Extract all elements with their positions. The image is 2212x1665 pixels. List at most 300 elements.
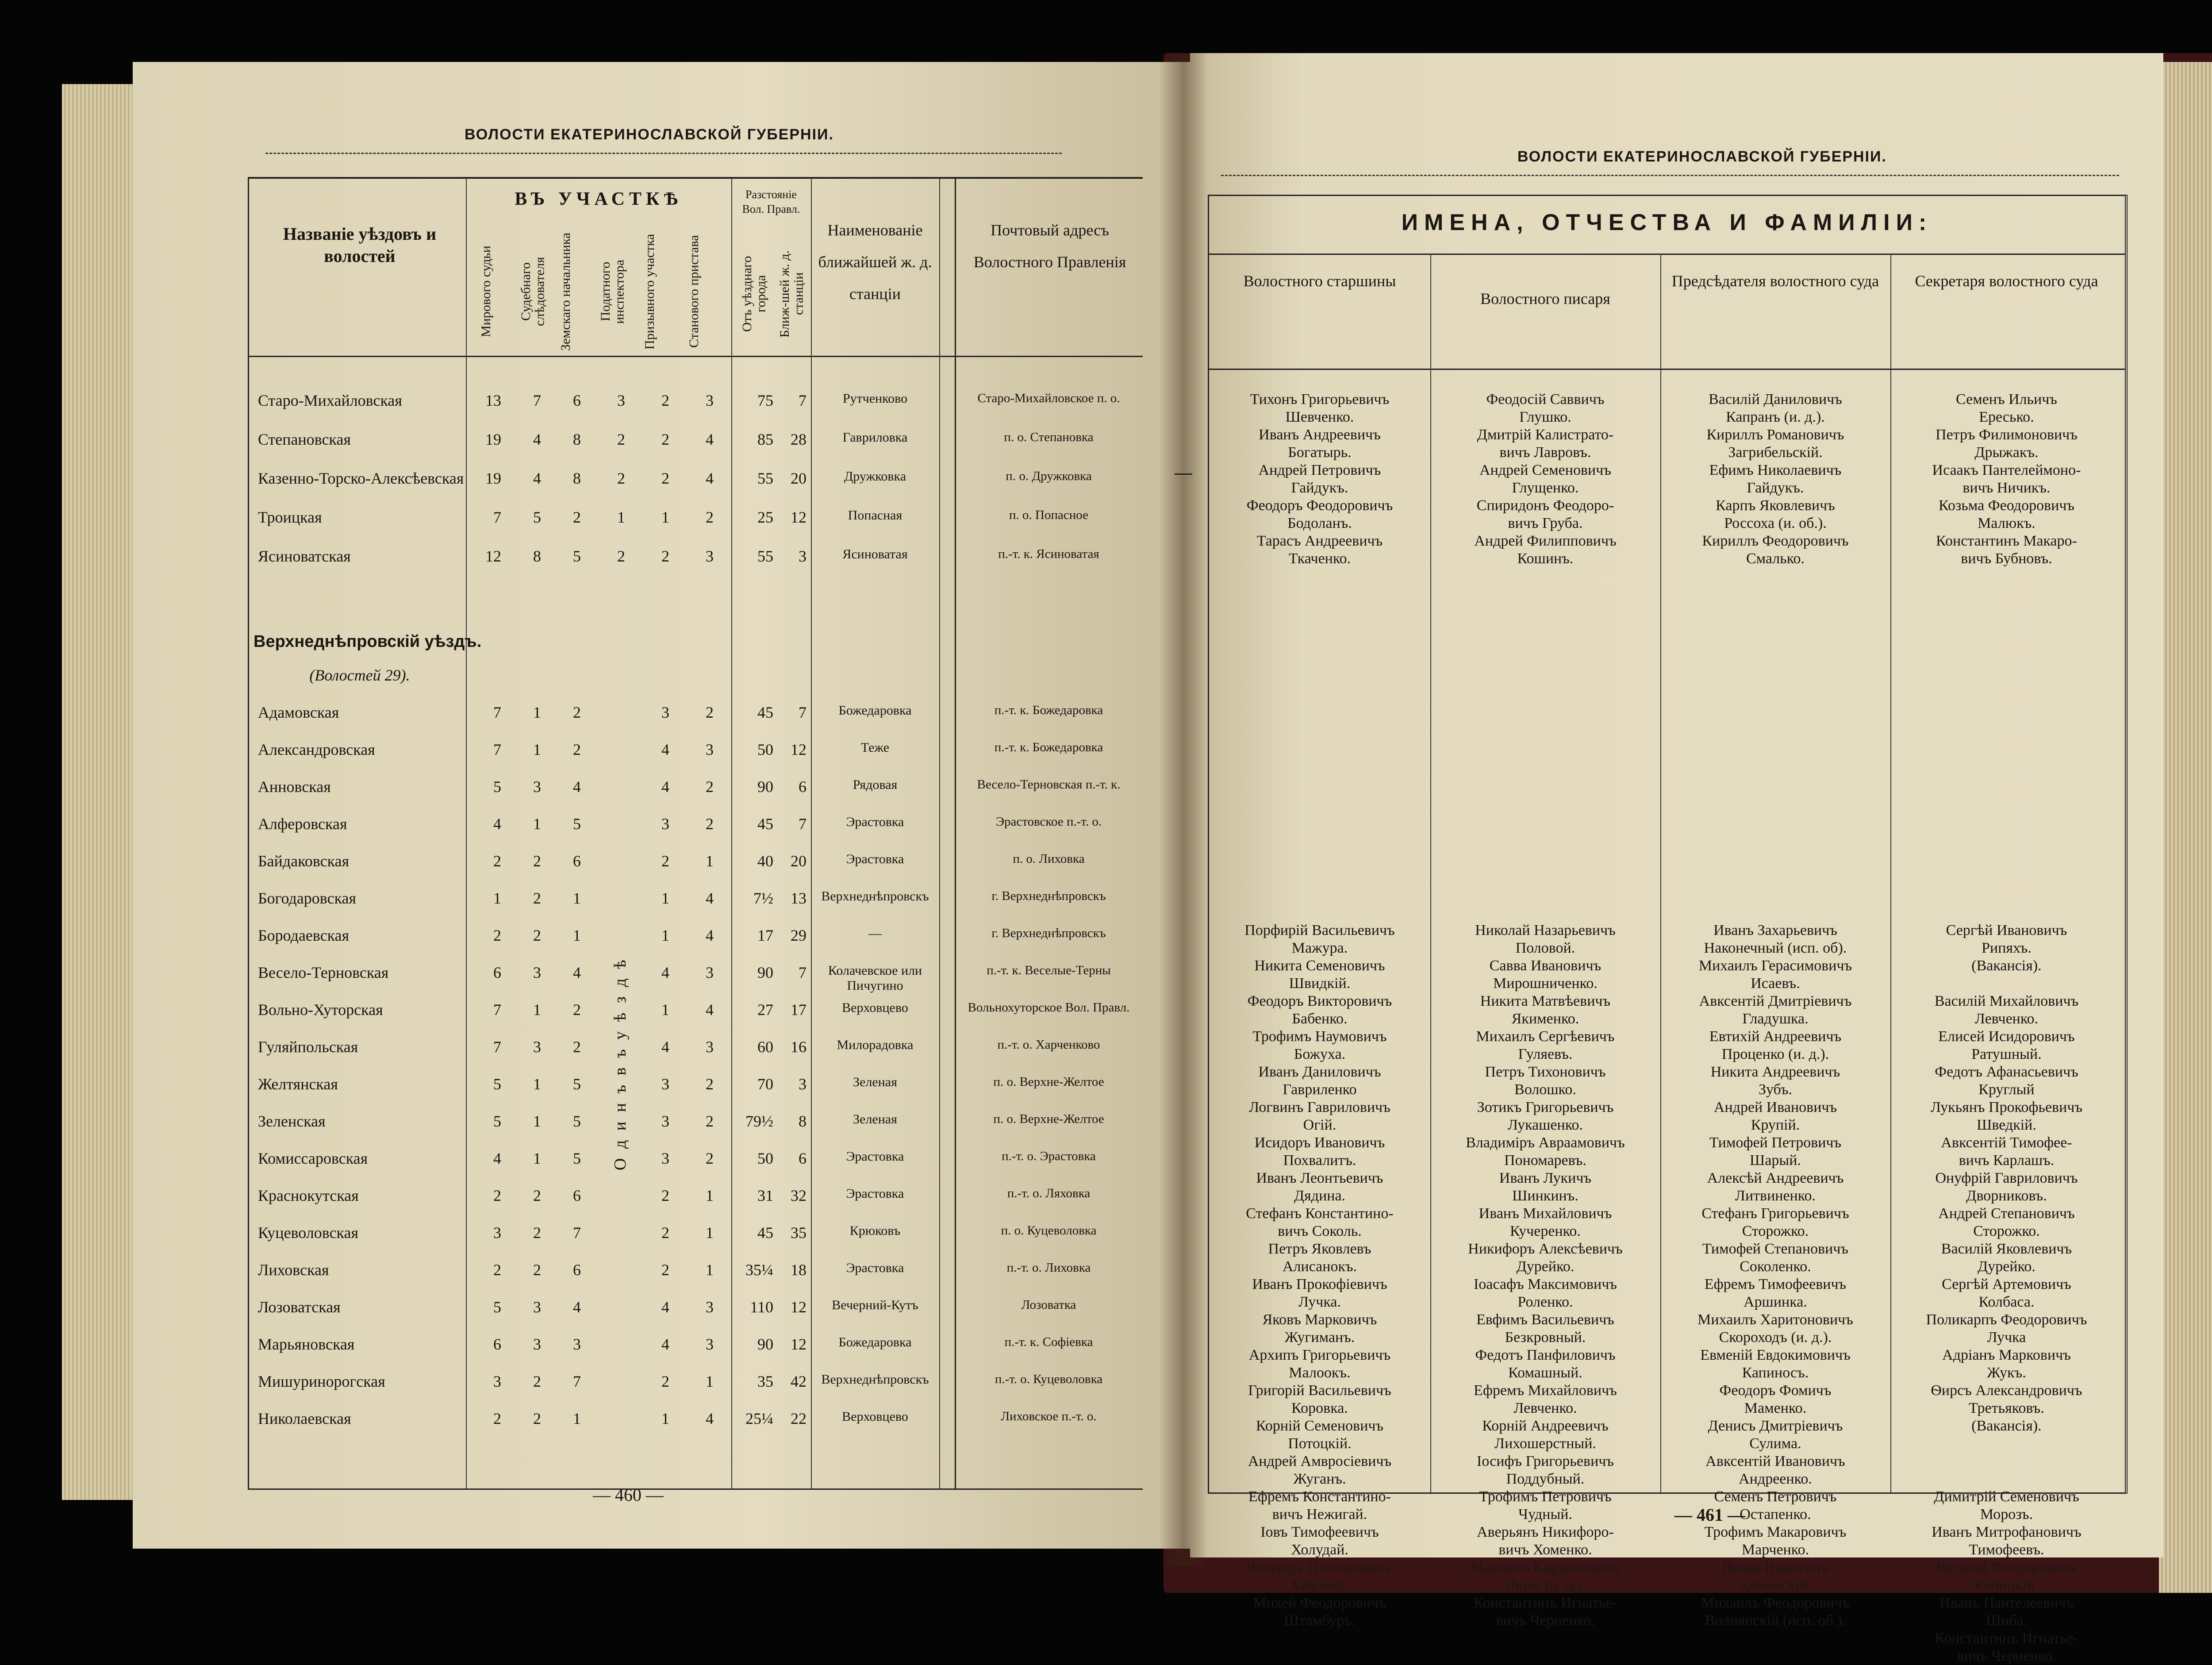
cell-d2: 6 bbox=[799, 778, 806, 796]
name-line: Волошко. bbox=[1514, 1081, 1576, 1098]
cell-c2: 2 bbox=[533, 889, 541, 907]
name-line: Денисъ Дмитріевичъ bbox=[1708, 1418, 1843, 1434]
cell-postal: Лиховское п.-т. о. bbox=[1001, 1409, 1097, 1423]
name-line: Огій. bbox=[1303, 1117, 1336, 1133]
cell-postal: п.-т. к. Софіевка bbox=[1004, 1335, 1093, 1349]
cell-c6: 3 bbox=[706, 1298, 714, 1316]
name-line: Поликарпъ Феодоровичъ bbox=[1926, 1311, 2087, 1328]
name-line: Михаилъ Харитоновичъ bbox=[1697, 1311, 1853, 1328]
names-title: ИМЕНА, ОТЧЕСТВА И ФАМИЛІИ: bbox=[1401, 210, 1933, 235]
name-line: вичъ Черненко. bbox=[1957, 1648, 2056, 1664]
cell-d2: 6 bbox=[799, 1150, 806, 1167]
page-edges-left bbox=[62, 84, 137, 1500]
cell-c1: 5 bbox=[493, 1298, 501, 1316]
name-line: вичъ Карлашъ. bbox=[1959, 1152, 2055, 1169]
name-line: Ефремъ Михайловичъ bbox=[1474, 1382, 1617, 1399]
cell-name: Марьяновская bbox=[258, 1335, 355, 1353]
name-line: Тарасъ Андреевичъ bbox=[1256, 533, 1383, 549]
cell-d1: 55 bbox=[757, 547, 773, 565]
col-header: Волостного писаря bbox=[1480, 290, 1610, 308]
name-line: Кириллъ Романовичъ bbox=[1706, 427, 1844, 443]
cell-c5: 3 bbox=[661, 815, 669, 833]
name-line: Никита Семеновичъ bbox=[1254, 957, 1385, 974]
name-line: Алексѣй Андреевичъ bbox=[1707, 1170, 1844, 1186]
cell-c2: 2 bbox=[533, 1261, 541, 1279]
header-postal: Почтовый адресъ Волостного Правленія bbox=[973, 221, 1126, 271]
table-row bbox=[249, 1107, 1143, 1138]
name-line: Стефанъ Константино- bbox=[1246, 1205, 1394, 1222]
cell-postal: п.-т. о. Эрастовка bbox=[1002, 1149, 1096, 1163]
name-line: Ѳирсъ Александровичъ bbox=[1931, 1382, 2082, 1399]
name-line: Дурейко. bbox=[1516, 1258, 1575, 1275]
name-line: Гуляевъ. bbox=[1518, 1046, 1573, 1062]
cell-d2: 42 bbox=[791, 1373, 806, 1390]
header-sudebny: Судебнаго слѣдователя bbox=[518, 257, 547, 327]
cell-postal: п.-т. о. Лиховка bbox=[1006, 1261, 1091, 1275]
name-line: Трофимъ Петровичъ bbox=[1479, 1488, 1612, 1505]
cell-d2: 12 bbox=[791, 1298, 806, 1316]
name-line: Ратушный. bbox=[1971, 1046, 2042, 1062]
table-row bbox=[249, 996, 1143, 1027]
cell-name: Краснокутская bbox=[258, 1187, 359, 1204]
name-line: Константинъ Игнатье- bbox=[1473, 1595, 1617, 1611]
name-line: Холудай. bbox=[1291, 1542, 1348, 1558]
header-uchastok: ВЪ УЧАСТКѢ bbox=[515, 189, 683, 209]
name-line: Сторожко. bbox=[1973, 1223, 2040, 1239]
cell-c6: 4 bbox=[706, 889, 714, 907]
cell-c3: 2 bbox=[573, 704, 581, 721]
cell-d1: 45 bbox=[757, 815, 773, 833]
name-line: Андрей Амвросіевичъ bbox=[1248, 1453, 1392, 1469]
cell-c3: 7 bbox=[573, 1224, 581, 1242]
cell-d1: 27 bbox=[757, 1001, 773, 1019]
cell-name: Ясиноватская bbox=[258, 547, 351, 565]
name-line: Исидоръ Ивановичъ bbox=[1254, 1134, 1385, 1151]
cell-c5: 1 bbox=[661, 1410, 669, 1427]
cell-name: Лиховская bbox=[258, 1261, 329, 1279]
name-line: Сторожко. bbox=[1742, 1223, 1809, 1239]
name-line: Лучка bbox=[1987, 1329, 2026, 1346]
table-row bbox=[249, 959, 1143, 993]
cell-d2: 16 bbox=[791, 1038, 806, 1056]
name-line: Россоха (и. об.). bbox=[1724, 515, 1827, 531]
name-line: Зотикъ Григорьевичъ bbox=[1477, 1099, 1614, 1115]
book-gutter bbox=[1159, 53, 1208, 1566]
name-line: Семенъ Петровичъ bbox=[1714, 1488, 1837, 1505]
cell-d1: 60 bbox=[757, 1038, 773, 1056]
cell-c6: 2 bbox=[706, 778, 714, 796]
name-line: Капиносъ. bbox=[1742, 1365, 1809, 1381]
col-pisar bbox=[1430, 258, 1660, 1629]
cell-c2: 1 bbox=[533, 815, 541, 833]
table-row bbox=[249, 847, 1143, 878]
name-line: Поддубный. bbox=[1506, 1471, 1585, 1487]
name-line: (Вакансія). bbox=[1971, 1418, 2042, 1434]
cell-c2: 1 bbox=[533, 704, 541, 721]
cell-c3: 5 bbox=[573, 1150, 581, 1167]
table-row bbox=[249, 1330, 1143, 1361]
cell-c2: 2 bbox=[533, 1224, 541, 1242]
cell-name: Вольно-Хуторская bbox=[258, 1001, 383, 1019]
cell-d2: 22 bbox=[791, 1410, 806, 1427]
cell-d1: 90 bbox=[757, 964, 773, 981]
cell-name: Комиссаровская bbox=[258, 1150, 368, 1167]
cell-station: Попасная bbox=[848, 508, 902, 523]
cell-c6: 3 bbox=[706, 964, 714, 981]
cell-c2: 3 bbox=[533, 1335, 541, 1353]
cell-d2: 7 bbox=[799, 815, 806, 833]
header-distance: Разстояніе Вол. Правл. bbox=[742, 188, 800, 215]
name-line: Тимофей Степановичъ bbox=[1702, 1241, 1849, 1257]
cell-c6: 4 bbox=[706, 1410, 714, 1427]
name-line: Проценко (и. д.). bbox=[1721, 1046, 1829, 1062]
name-line: Василій Михайловичъ bbox=[1934, 993, 2079, 1009]
name-line: Зубъ. bbox=[1758, 1081, 1793, 1098]
name-line: Наконечный (исп. об). bbox=[1704, 940, 1847, 956]
cell-c3: 4 bbox=[573, 778, 581, 796]
cell-c3: 1 bbox=[573, 1410, 581, 1427]
name-line: Іоасафъ Максимовичъ bbox=[1474, 1276, 1617, 1292]
name-line: Иванъ Андреевичъ bbox=[1259, 427, 1381, 443]
cell-c3: 8 bbox=[573, 469, 581, 487]
cell-c1: 7 bbox=[493, 704, 501, 721]
name-line: Колбаса. bbox=[1978, 1294, 2035, 1310]
cell-c3: 2 bbox=[573, 741, 581, 758]
cell-c3: 6 bbox=[573, 1261, 581, 1279]
name-line: Яковъ Никитичъ bbox=[1722, 1559, 1829, 1576]
name-line: Николай Назарьевичъ bbox=[1475, 922, 1616, 938]
cell-name: Старо-Михайловская bbox=[258, 392, 402, 409]
name-line: вичъ Соколь. bbox=[1278, 1223, 1362, 1239]
cell-c3: 1 bbox=[573, 927, 581, 944]
cell-c1: 2 bbox=[493, 927, 501, 944]
cell-d1: 85 bbox=[757, 431, 773, 448]
name-line: Дрыжакъ. bbox=[1974, 444, 2039, 461]
name-line: Волнянскій (исп. об.). bbox=[1705, 1612, 1846, 1629]
cell-c2: 3 bbox=[533, 1298, 541, 1316]
cell-c1: 7 bbox=[493, 1001, 501, 1019]
cell-c5: 3 bbox=[661, 1150, 669, 1167]
cell-c5: 4 bbox=[661, 1335, 669, 1353]
name-line: вичъ Черненко. bbox=[1496, 1612, 1595, 1629]
cell-c3: 4 bbox=[573, 1298, 581, 1316]
cell-name: Байдаковская bbox=[258, 852, 349, 870]
cell-c3: 5 bbox=[573, 547, 581, 565]
cell-c5: 2 bbox=[661, 392, 669, 409]
cell-postal: п. о. Попасное bbox=[1009, 508, 1088, 522]
cell-d2: 20 bbox=[791, 469, 806, 487]
name-line: Остапенко. bbox=[1740, 1506, 1811, 1523]
cell-station: Вечерний-Кутъ bbox=[832, 1298, 918, 1312]
cell-d1: 50 bbox=[757, 741, 773, 758]
name-line: Андрей Петровичъ bbox=[1258, 462, 1381, 478]
cell-d2: 8 bbox=[799, 1112, 806, 1130]
cell-c5: 2 bbox=[661, 431, 669, 448]
cell-d1: 45 bbox=[757, 704, 773, 721]
cell-c5: 4 bbox=[661, 741, 669, 758]
name-line: Трофимъ Наумовичъ bbox=[1252, 1028, 1387, 1045]
cell-c6: 3 bbox=[706, 741, 714, 758]
cell-name: Весело-Терновская bbox=[258, 964, 389, 981]
name-line: вичъ Ничикъ. bbox=[1962, 480, 2051, 496]
cell-station: Зеленая bbox=[853, 1075, 897, 1089]
cell-d1: 17 bbox=[757, 927, 773, 944]
name-line: Иванъ Прокофіевичъ bbox=[1252, 1276, 1387, 1292]
cell-d1: 25 bbox=[757, 508, 773, 526]
name-line: Андрей Степановичъ bbox=[1938, 1205, 2075, 1222]
name-line: Иванъ Пантелеевичъ bbox=[1939, 1595, 2074, 1611]
cell-station: Зеленая bbox=[853, 1112, 897, 1127]
cell-c5: 1 bbox=[661, 508, 669, 526]
name-line: Андреенко. bbox=[1739, 1471, 1812, 1487]
cell-station: Дружковка bbox=[844, 469, 906, 484]
name-line: Малоокъ. bbox=[1289, 1365, 1351, 1381]
name-line: Капранъ (и. д.). bbox=[1726, 409, 1825, 425]
cell-c4: 2 bbox=[617, 431, 625, 448]
cell-c3: 3 bbox=[573, 1335, 581, 1353]
name-line: Рипяхъ. bbox=[1982, 940, 2032, 956]
cell-c2: 2 bbox=[533, 927, 541, 944]
cell-c6: 2 bbox=[706, 1112, 714, 1130]
cell-d2: 18 bbox=[791, 1261, 806, 1279]
cell-station: Крюковъ bbox=[849, 1223, 901, 1238]
name-line: Адріанъ Марковичъ bbox=[1942, 1347, 2071, 1363]
name-line: Иванъ Захарьевичъ bbox=[1713, 922, 1837, 938]
cell-postal: Весело-Терновская п.-т. к. bbox=[977, 777, 1121, 792]
cell-station: — bbox=[868, 926, 882, 941]
cell-c1: 19 bbox=[485, 431, 501, 448]
cell-d2: 32 bbox=[791, 1187, 806, 1204]
cell-c6: 4 bbox=[706, 431, 714, 448]
cell-c5: 4 bbox=[661, 1038, 669, 1056]
cell-station: Божедаровка bbox=[838, 703, 912, 718]
name-line: Гайдукъ. bbox=[1747, 480, 1804, 496]
cell-c1: 2 bbox=[493, 1410, 501, 1427]
cell-d2: 7 bbox=[799, 964, 806, 981]
cell-c6: 2 bbox=[706, 1075, 714, 1093]
cell-c6: 1 bbox=[706, 1373, 714, 1390]
name-line: Соколенко. bbox=[1740, 1258, 1811, 1275]
name-line: Иванъ Михайловичъ bbox=[1479, 1205, 1612, 1222]
cell-c5: 3 bbox=[661, 1075, 669, 1093]
cell-name: Троицкая bbox=[258, 508, 322, 526]
name-line: Шинкинъ. bbox=[1512, 1188, 1578, 1204]
header-stanovoy: Станового пристава bbox=[687, 235, 701, 348]
name-line: Авксентій Дмитріевичъ bbox=[1699, 993, 1852, 1009]
cell-postal: п.-т. к. Ясиноватая bbox=[998, 547, 1099, 561]
name-line: Жуганъ. bbox=[1293, 1471, 1346, 1487]
name-line: Михаилъ Сергѣевичъ bbox=[1476, 1028, 1615, 1045]
col-sekretar bbox=[1890, 258, 2123, 1664]
cell-c1: 13 bbox=[485, 392, 501, 409]
left-running-head: ВОЛОСТИ ЕКАТЕРИНОСЛАВСКОЙ ГУБЕРНІИ. bbox=[465, 126, 834, 143]
table-row bbox=[249, 465, 1143, 496]
name-line: Архипъ Григорьевичъ bbox=[1248, 1347, 1391, 1363]
cell-c6: 1 bbox=[706, 852, 714, 870]
cell-d1: 90 bbox=[757, 778, 773, 796]
cell-c2: 2 bbox=[533, 1187, 541, 1204]
name-line: Петръ Яковлевъ bbox=[1268, 1241, 1371, 1257]
table-row bbox=[249, 1293, 1143, 1324]
name-line: вичъ Груба. bbox=[1508, 515, 1583, 531]
vertical-note: О д и н ъ в ъ у ѣ з д ѣ bbox=[611, 957, 630, 1170]
name-line: Иванъ Леонтьевичъ bbox=[1256, 1170, 1383, 1186]
cell-c2: 4 bbox=[533, 431, 541, 448]
name-line: Михаилъ Герасимовичъ bbox=[1698, 957, 1852, 974]
name-line: Божуха. bbox=[1294, 1046, 1346, 1062]
cell-d2: 20 bbox=[791, 852, 806, 870]
cell-c1: 12 bbox=[485, 547, 501, 565]
name-line: Загрибельскій. bbox=[1728, 444, 1823, 461]
cell-name: Бородаевская bbox=[258, 927, 349, 944]
cell-c6: 2 bbox=[706, 508, 714, 526]
name-line: вичъ Хоменко. bbox=[1498, 1542, 1592, 1558]
folio-left: — 460 — bbox=[593, 1485, 664, 1505]
name-line: Дядина. bbox=[1294, 1188, 1346, 1204]
cell-c3: 1 bbox=[573, 889, 581, 907]
folio-right: — 461 — bbox=[1674, 1505, 1745, 1525]
table-row bbox=[249, 504, 1143, 534]
cell-c3: 2 bbox=[573, 508, 581, 526]
table-row bbox=[249, 773, 1143, 804]
cell-c6: 3 bbox=[706, 547, 714, 565]
name-line: Корній Семеновичъ bbox=[1256, 1418, 1384, 1434]
cell-postal: п.-т. о. Харченково bbox=[997, 1038, 1100, 1052]
cell-postal: Эрастовское п.-т. о. bbox=[995, 815, 1102, 829]
cell-station: Колачевское или Пичугино bbox=[828, 963, 922, 993]
cell-station: Эрастовка bbox=[846, 852, 904, 866]
cell-c4: 2 bbox=[617, 469, 625, 487]
name-line: Глушко. bbox=[1519, 409, 1571, 425]
table-row bbox=[249, 1145, 1143, 1176]
cell-c2: 5 bbox=[533, 508, 541, 526]
table-row bbox=[249, 1070, 1143, 1101]
name-line: Роленко. bbox=[1517, 1294, 1573, 1310]
cell-d1: 50 bbox=[757, 1150, 773, 1167]
cell-postal: п. о. Верхне-Желтое bbox=[993, 1112, 1104, 1126]
name-line: Феодосій Саввичъ bbox=[1486, 391, 1605, 408]
cell-station: Милорадовка bbox=[837, 1038, 914, 1052]
name-line: Дворниковъ. bbox=[1966, 1188, 2047, 1204]
name-line: Дмитрій Калистрато- bbox=[1477, 427, 1614, 443]
name-line: Гайдукъ. bbox=[1291, 480, 1348, 496]
name-line: Евменій Евдокимовичъ bbox=[1700, 1347, 1851, 1363]
cell-c3: 6 bbox=[573, 1187, 581, 1204]
cell-c1: 6 bbox=[493, 1335, 501, 1353]
cell-station: Теже bbox=[860, 740, 890, 755]
cell-c2: 1 bbox=[533, 741, 541, 758]
name-line: Шарый. bbox=[1750, 1152, 1801, 1169]
cell-d2: 28 bbox=[791, 431, 806, 448]
name-line: Петръ Филимоновичъ bbox=[1936, 427, 2078, 443]
name-line: Половой. bbox=[1515, 940, 1575, 956]
name-line: Круглый bbox=[1978, 1081, 2035, 1098]
table-row bbox=[249, 1033, 1143, 1064]
name-line: Ефимъ Николаевичъ bbox=[1709, 462, 1842, 478]
cell-name: Куцеволовская bbox=[258, 1224, 359, 1242]
col-header: Волостного старшины bbox=[1243, 272, 1396, 290]
name-line: Козьма Феодоровичъ bbox=[1939, 497, 2074, 514]
cell-station: Верхнеднѣпровскъ bbox=[821, 1372, 929, 1387]
name-line: Потоцкій. bbox=[1288, 1435, 1352, 1452]
cell-c1: 2 bbox=[493, 1187, 501, 1204]
cell-c2: 7 bbox=[533, 392, 541, 409]
cell-c6: 1 bbox=[706, 1261, 714, 1279]
cell-c6: 3 bbox=[706, 1038, 714, 1056]
name-line: Лукашенко. bbox=[1507, 1117, 1583, 1133]
cell-c3: 8 bbox=[573, 431, 581, 448]
table-row bbox=[249, 922, 1143, 953]
cell-station: Верховцево bbox=[842, 1000, 908, 1015]
name-line: Тихонъ Григорьевичъ bbox=[1250, 391, 1390, 408]
cell-c2: 1 bbox=[533, 1112, 541, 1130]
cell-name: Алферовская bbox=[258, 815, 347, 833]
name-line: Якименко. bbox=[1511, 1011, 1579, 1027]
cell-d1: 70 bbox=[757, 1075, 773, 1093]
name-line: Хейликъ. bbox=[1290, 1577, 1350, 1593]
name-line: Трофимъ Макаровичъ bbox=[1704, 1524, 1847, 1540]
table-row bbox=[249, 387, 1143, 418]
name-line: Константинъ Игнатье- bbox=[1935, 1630, 2078, 1646]
name-line: Никита Матвѣевичъ bbox=[1480, 993, 1611, 1009]
cell-c5: 3 bbox=[661, 704, 669, 721]
name-line: Федотъ Панфиловичъ bbox=[1475, 1347, 1616, 1363]
cell-postal: п.-т. к. Веселые-Терны bbox=[987, 963, 1111, 977]
name-line: Глущенко. bbox=[1512, 480, 1579, 496]
right-running-head: ВОЛОСТИ ЕКАТЕРИНОСЛАВСКОЙ ГУБЕРНІИ. bbox=[1517, 148, 1887, 165]
cell-d2: 3 bbox=[799, 547, 806, 565]
name-line: Василій Яковлевичъ bbox=[1941, 1241, 2072, 1257]
cell-c6: 2 bbox=[706, 815, 714, 833]
cell-postal: п. о. Лиховка bbox=[1013, 852, 1085, 866]
cell-c3: 5 bbox=[573, 815, 581, 833]
name-line: Аверьянъ Никифоро- bbox=[1477, 1524, 1614, 1540]
cell-c1: 7 bbox=[493, 508, 501, 526]
name-line: Константинъ Макаро- bbox=[1936, 533, 2077, 549]
name-line: Иванъ Даниловичъ bbox=[1258, 1064, 1381, 1080]
cell-name: Степановская bbox=[258, 431, 351, 448]
cell-c2: 2 bbox=[533, 852, 541, 870]
name-line: (Вакансія). bbox=[1971, 957, 2042, 974]
name-line: Авксентій Ивановичъ bbox=[1705, 1453, 1845, 1469]
cell-d2: 3 bbox=[799, 1075, 806, 1093]
cell-c5: 3 bbox=[661, 1112, 669, 1130]
name-line: Тимофей Петровичъ bbox=[1709, 1134, 1842, 1151]
cell-d1: 35¼ bbox=[745, 1261, 773, 1279]
cell-d1: 75 bbox=[757, 392, 773, 409]
cell-station: Эрастовка bbox=[846, 1186, 904, 1201]
cell-c1: 4 bbox=[493, 815, 501, 833]
header-zemsky: Земскаго начальника bbox=[558, 232, 573, 351]
cell-c2: 1 bbox=[533, 1075, 541, 1093]
cell-postal: г. Верхнеднѣпровскъ bbox=[991, 926, 1106, 940]
name-line: Тимофеевъ. bbox=[1969, 1542, 2044, 1558]
name-line: Феодоръ Феодоровичъ bbox=[1246, 497, 1393, 514]
name-line: Мирошниченко. bbox=[1493, 975, 1598, 992]
table-row bbox=[249, 810, 1143, 841]
cell-c5: 2 bbox=[661, 469, 669, 487]
col-header: Предсѣдателя волостного суда bbox=[1671, 272, 1879, 290]
header-ot-goroda: Отъ уѣзднаго города bbox=[740, 256, 768, 332]
cell-postal: Вольнохуторское Вол. Правл. bbox=[968, 1000, 1130, 1015]
cell-station: Верхнеднѣпровскъ bbox=[821, 889, 929, 904]
name-line: вичъ Нежигай. bbox=[1272, 1506, 1367, 1523]
table-row bbox=[249, 1256, 1143, 1287]
header-name: Названіе уѣздовъ и волостей bbox=[283, 224, 437, 266]
cell-station: Божедаровка bbox=[838, 1335, 912, 1350]
cell-station: Верховцево bbox=[842, 1409, 908, 1424]
cell-d2: 12 bbox=[791, 1335, 806, 1353]
